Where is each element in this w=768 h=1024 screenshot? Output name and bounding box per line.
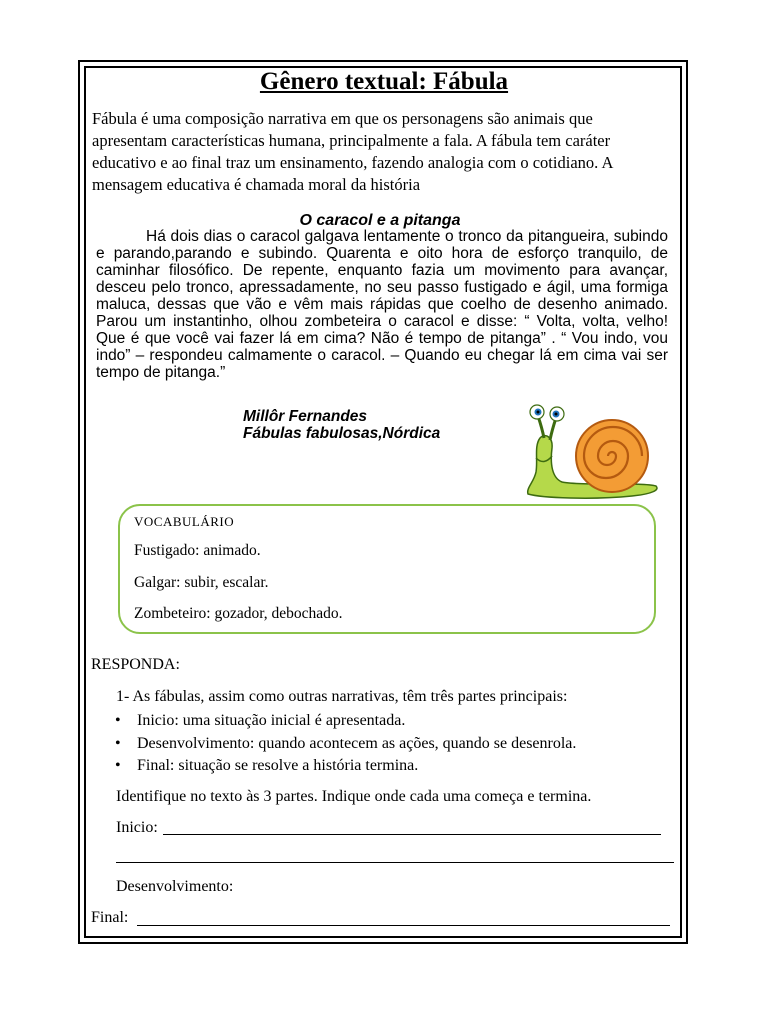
story-text — [96, 228, 668, 381]
desenvolvimento-label: Desenvolvimento: — [116, 878, 234, 895]
vocabulary-item: Zombeteiro: gozador, debochado. — [134, 605, 343, 622]
list-item: • Inicio: uma situação inicial é apresentada. — [115, 710, 576, 733]
final-label: Final: — [91, 909, 129, 926]
page-title: Gênero textual: Fábula — [259, 68, 509, 95]
story-attribution — [243, 408, 440, 442]
intro-paragraph: Fábula é uma composição narrativa em que os personagens são animais que apresentam características humana, principalmente a fala. A fábula tem caráter educativo e ao final traz um ensinamento, fazendo analogia com o cotidiano. A mensagem educativa é chamada moral da história — [92, 109, 613, 194]
inicio-label: Inicio: — [116, 819, 158, 836]
story-body-text: Há dois dias o caracol galgava lentamente o tronco da pitangueira, subindo e parando,parando e subindo. Quarenta e oito hora de esforço tranquilo, de caminhar filosófico. De repente, enquanto fazia um movimento para avançar, desceu pelo tronco, apressadamente, no seu passo fustigado e ágil, uma formiga maluca, dessas que vão e vêm mais rápidas que coelho de desenho animado. Parou um instantinho, olhou zombeteira o caracol e disse: “ Volta, volta, velho! Que é que você vai fazer lá em cima? Não é tempo de pitanga” . “ Vou indo, vou indo” – respondeu calmamente o caracol. – Quando eu chegar lá em cima vai ser tempo de pitanga.” — [96, 228, 668, 381]
list-item: • Desenvolvimento: quando acontecem as ações, quando se desenrola. — [115, 733, 576, 756]
inicio-answer-line[interactable] — [163, 834, 661, 835]
bullet-icon: • — [115, 712, 121, 729]
parts-list — [115, 710, 576, 778]
final-answer-line[interactable] — [137, 925, 670, 926]
story-source: Fábulas fabulosas,Nórdica — [243, 425, 441, 442]
questions-heading: RESPONDA: — [91, 656, 180, 673]
bullet-icon: • — [115, 757, 121, 774]
bullet-icon: • — [115, 734, 121, 752]
inicio-answer-line-2[interactable] — [116, 862, 674, 863]
vocabulary-item: Galgar: subir, escalar. — [134, 574, 269, 591]
vocabulary-item: Fustigado: animado. — [134, 542, 261, 559]
identify-instruction: Identifique no texto às 3 partes. Indique onde cada uma começa e termina. — [116, 788, 592, 805]
question-1: 1- As fábulas, assim como outras narrativas, têm três partes principais: — [116, 688, 568, 705]
vocabulary-title: VOCABULÁRIO — [134, 514, 235, 529]
list-item: • Final: situação se resolve a história termina. — [115, 755, 576, 778]
story-title: O caracol e a pitanga — [299, 212, 461, 229]
snail-icon — [522, 398, 666, 506]
story-author: Millôr Fernandes — [243, 408, 368, 425]
